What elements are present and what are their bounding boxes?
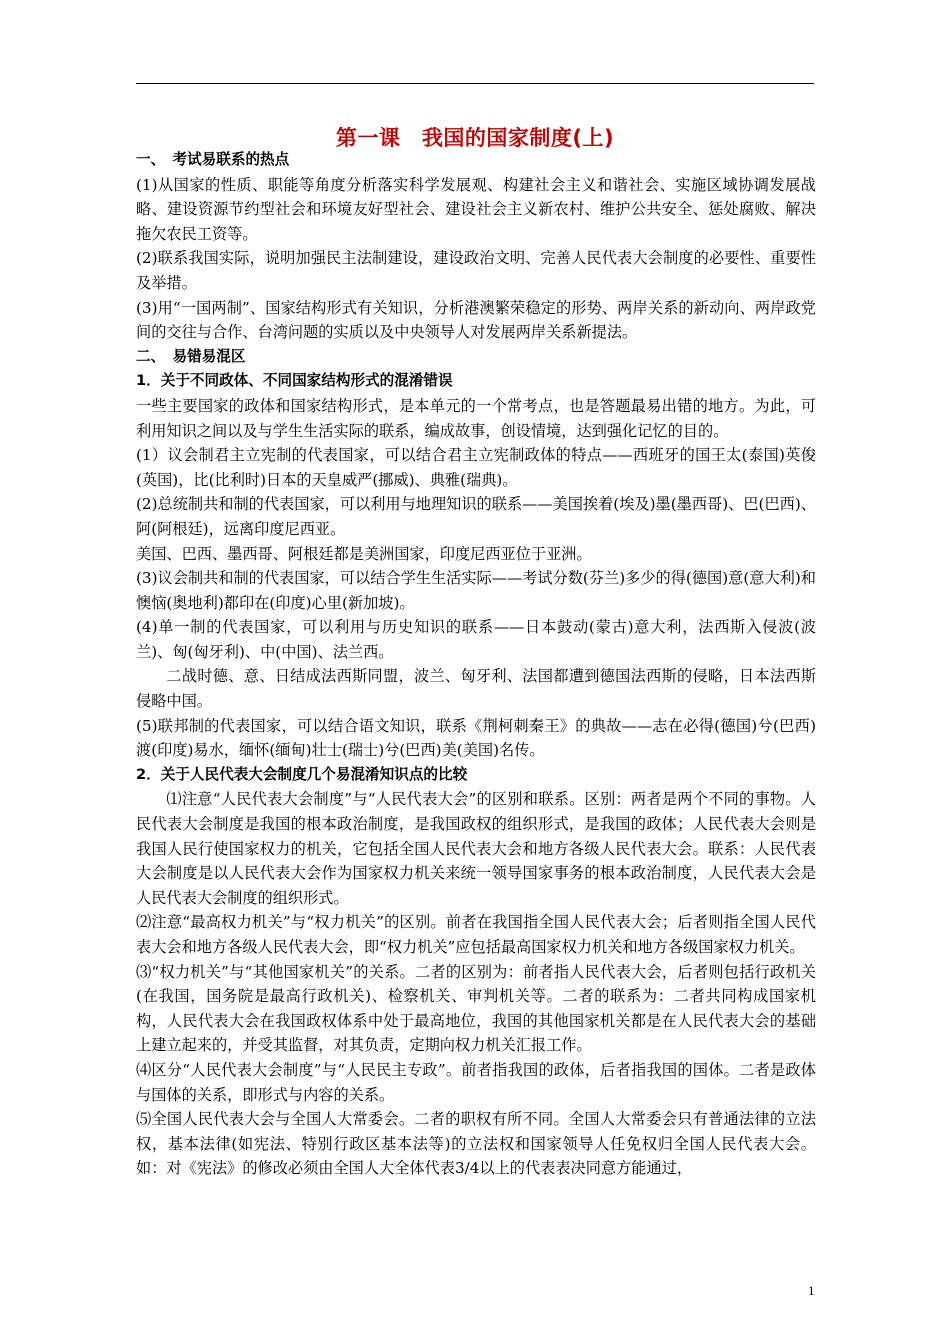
document-body <box>136 148 816 1181</box>
paragraph: 一些主要国家的政体和国家结构形式，是本单元的一个常考点，也是答题最易出错的地方。为此，可利用知识之间以及与学生生活实际的联系，编成故事，创设情境，达到强化记忆的目的。 <box>136 396 816 440</box>
page-number: 1 <box>808 1283 815 1298</box>
paragraph: ⑶“权力机关”与“其他国家机关”的关系。二者的区别为：前者指人民代表大会，后者则包括行政机关(在我国，国务院是最高行政机关)、检察机关、审判机关等。二者的联系为：二者共同构成国家机构，人民代表大会在我国政权体系中处于最高地位，我国的其他国家机关都是在人民代表大会的基础上建立起来的，并受其监督，对其负责，定期向权力机关汇报工作。 <box>136 962 816 1055</box>
paragraph: ⑷区分“人民代表大会制度”与“人民民主专政”。前者指我国的政体，后者指我国的国体。二者是政体与国体的关系，即形式与内容的关系。 <box>136 1060 816 1104</box>
subsection-heading-npc: 2．关于人民代表大会制度几个易混淆知识点的比较 <box>136 765 468 783</box>
paragraph: (2)总统制共和制的代表国家，可以利用与地理知识的联系——美国挨着(埃及)墨(墨西哥)、巴(巴西)、阿(阿根廷)，远离印度尼西亚。 <box>136 495 816 538</box>
paragraph: (5)联邦制的代表国家，可以结合语文知识，联系《荆柯刺秦王》的典故——志在必得(德国)兮(巴西)渡(印度)易水，缅怀(缅甸)壮士(瑞士)兮(巴西)美(美国)名传。 <box>136 716 816 760</box>
header-rule <box>136 83 814 84</box>
paragraph: (4)单一制的代表国家，可以利用与历史知识的联系——日本鼓动(蒙古)意大利，法西斯入侵波(波兰)、匈(匈牙利)、中(中国)、法兰西。 <box>136 618 816 661</box>
paragraph: 二战时德、意、日结成法西斯同盟，波兰、匈牙利、法国都遭到德国法西斯的侵略，日本法西斯侵略中国。 <box>136 667 816 711</box>
document-title: 第一课 我国的国家制度(上) <box>335 126 615 150</box>
paragraph: (3)议会制共和制的代表国家，可以结合学生生活实际——考试分数(芬兰)多少的得(德国)意(意大利)和懊恼(奥地利)都印在(印度)心里(新加坡)。 <box>136 569 816 612</box>
section-heading-hotspots: 一、 考试易联系的热点 <box>136 151 290 168</box>
paragraph: ⑸全国人民代表大会与全国人大常委会。二者的职权有所不同。全国人大常委会只有普通法律的立法权，基本法律(如宪法、特别行政区基本法等)的立法权和国家领导人任免权归全国人民代表大会。如：对《宪法》的修改必须由全国人大全体代表3/4以上的代表表决同意方能通过， <box>136 1110 816 1178</box>
paragraph: (1)从国家的性质、职能等角度分析落实科学发展观、构建社会主义和谐社会、实施区域协调发展战略、建设资源节约型社会和环境友好型社会、建设社会主义新农村、维护公共安全、惩处腐败、解决拖欠农民工资等。 <box>136 175 816 243</box>
paragraph: 美国、巴西、墨西哥、阿根廷都是美洲国家，印度尼西亚位于亚洲。 <box>136 544 592 563</box>
paragraph: (2)联系我国实际，说明加强民主法制建设，建设政治文明、完善人民代表大会制度的必要性、重要性及举措。 <box>136 249 816 292</box>
subsection-heading-polity: 1．关于不同政体、不同国家结构形式的混淆错误 <box>136 372 453 390</box>
paragraph: ⑵注意“最高权力机关”与“权力机关”的区别。前者在我国指全国人民代表大会；后者则指全国人民代表大会和地方各级人民代表大会，即“权力机关”应包括最高国家权力机关和地方各级国家权力机关。 <box>136 913 816 956</box>
section-heading-confusions: 二、 易错易混区 <box>136 347 246 365</box>
paragraph: (3)用“一国两制”、国家结构形式有关知识，分析港澳繁荣稳定的形势、两岸关系的新动向、两岸政党间的交往与合作、台湾问题的实质以及中央领导人对发展两岸关系新提法。 <box>136 298 816 342</box>
paragraph: ⑴注意“人民代表大会制度”与“人民代表大会”的区别和联系。区别：两者是两个不同的事物。人民代表大会制度是我国的根本政治制度，是我国政权的组织形式，是我国的政体；人民代表大会则是我国人民行使国家权力的机关，它包括全国人民代表大会和地方各级人民代表大会。联系：人民代表大会制度是以人民代表大会作为国家权力机关来统一领导国家事务的根本政治制度，人民代表大会是人民代表大会制度的组织形式。 <box>136 790 816 907</box>
paragraph: (1）议会制君主立宪制的代表国家，可以结合君主立宪制政体的特点——西班牙的国王太(泰国)英俊(英国)，比(比利时)日本的天皇威严(挪威)、典雅(瑞典)。 <box>136 446 816 489</box>
